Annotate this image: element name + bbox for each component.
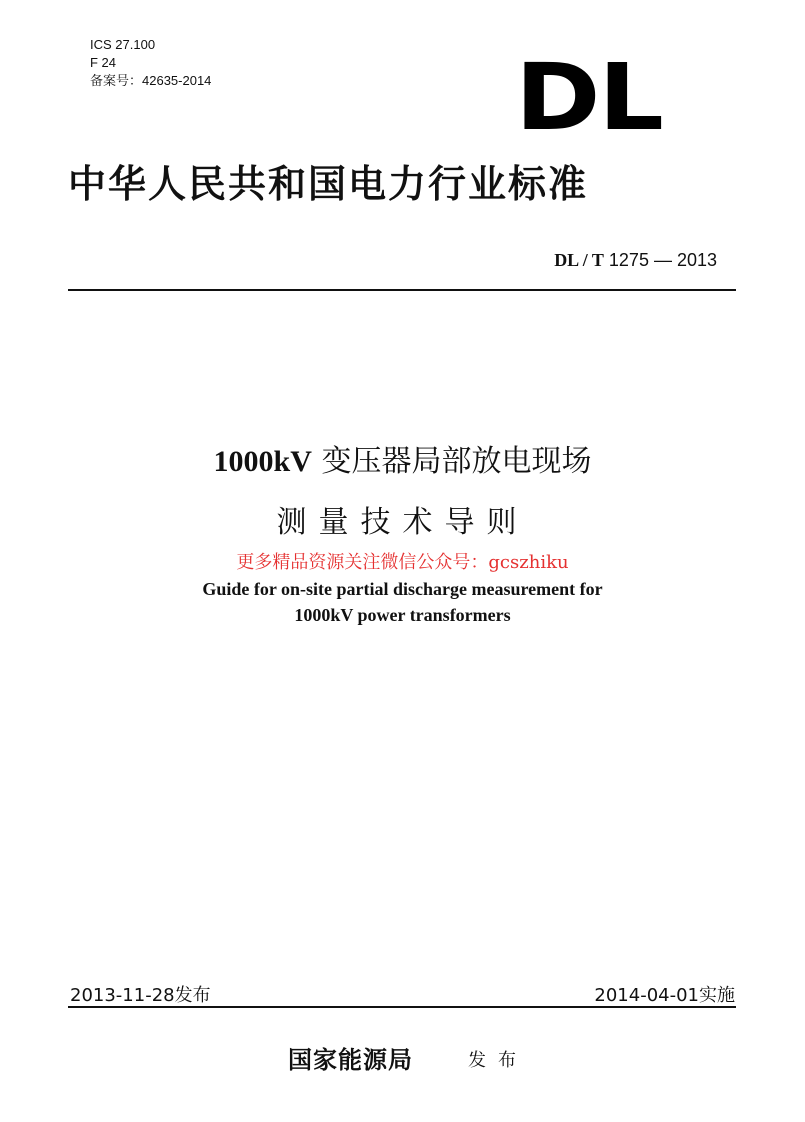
issue-date: 2013-11-28发布 — [70, 985, 211, 1006]
english-title-1: Guide for on-site partial discharge measurement for — [202, 579, 603, 599]
title-line-2: 测量技术导则 — [276, 505, 529, 540]
implementation-date: 2014-04-01实施 — [594, 985, 735, 1006]
promo-text: 更多精品资源关注微信公众号：gcszhiku — [236, 552, 569, 573]
bottom-divider — [68, 1006, 736, 1008]
standard-prefix: DL / T — [554, 250, 604, 270]
document-meta — [90, 36, 211, 90]
title-cn-1: 变压器局部放电现场 — [321, 444, 592, 479]
ics-code: ICS 27.100 — [90, 37, 156, 52]
top-divider — [68, 289, 736, 291]
standard-code — [554, 248, 717, 272]
class-code: F 24 — [90, 55, 117, 70]
record-number: 备案号：42635-2014 — [90, 73, 212, 88]
dl-logo: DL — [515, 44, 662, 151]
title-line-1 — [0, 442, 805, 482]
organization-title: 中华人民共和国电力行业标准 — [68, 162, 589, 206]
publish-word: 发布 — [468, 1050, 528, 1071]
standard-number: 1275 — 2013 — [608, 250, 717, 270]
english-title-2: 1000kV power transformers — [294, 605, 511, 625]
title-voltage: 1000kV — [213, 445, 312, 478]
publisher-name: 国家能源局 — [288, 1046, 413, 1074]
